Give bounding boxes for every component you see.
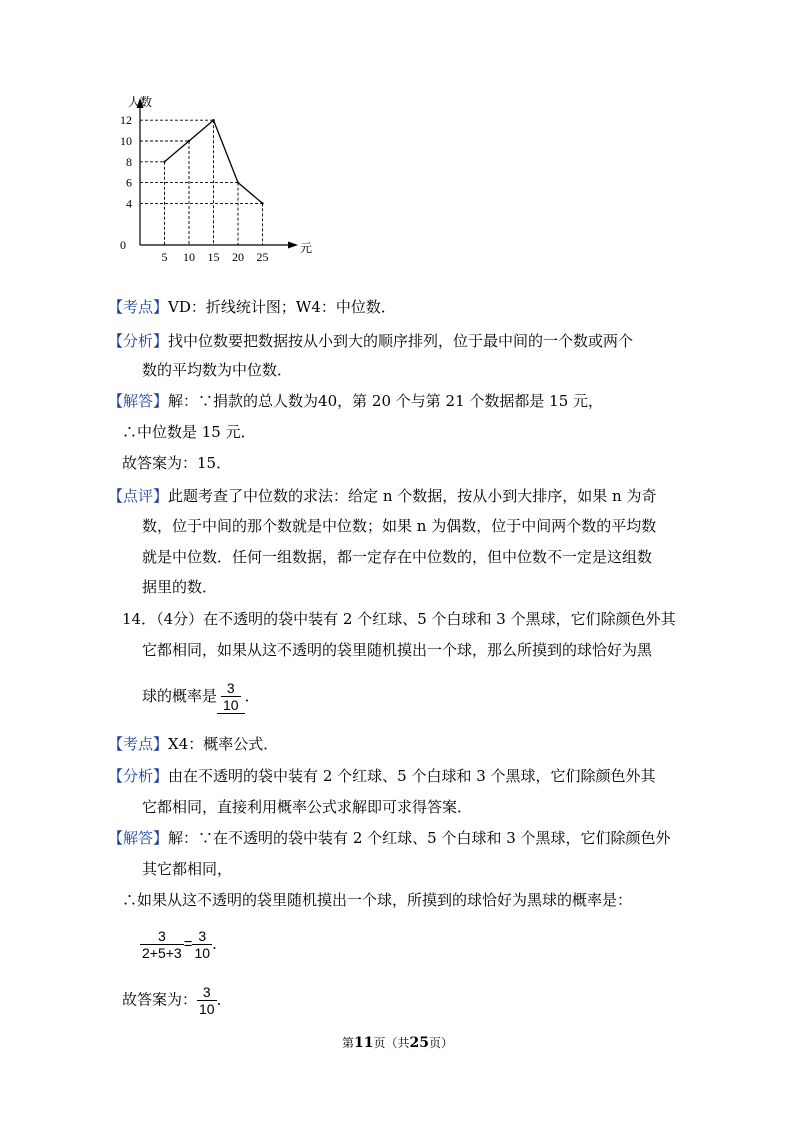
- calc-fraction-1: $\frac{3}{2+5+3}$: [142, 928, 182, 961]
- y-tick-label: 10: [120, 134, 132, 148]
- q13-jieda-line2: ∴中位数是 15 元．: [122, 423, 256, 441]
- q13-jieda-line1: 【解答】解：∵捐款的总人数为40，第 20 个与第 21 个数据都是 15 元，: [108, 392, 604, 410]
- x-tick-label: 10: [183, 250, 195, 264]
- q14-stem-line1: 14．（4分）在不透明的袋中装有 2 个红球、5 个白球和 3 个黑球，它们除颜色外其: [122, 610, 676, 628]
- calc-fraction-2: $\frac{3}{10}$: [194, 928, 211, 961]
- y-tick-label: 6: [126, 175, 132, 190]
- x-tick-label: 25: [256, 250, 269, 264]
- data-point: [261, 202, 263, 204]
- x-tick-label: 20: [232, 250, 244, 264]
- kaodian-tag: 【考点】: [108, 735, 169, 753]
- y-tick-label: 12: [120, 113, 132, 128]
- x-tick-label: 15: [207, 250, 220, 264]
- q14-stem-line3: 球的概率是 $\frac{3}{10}$ ．: [142, 680, 260, 713]
- q13-dianping-line4: 据里的数．: [142, 578, 218, 596]
- q14-calculation: $\frac{3}{2+5+3}$ = $\frac{3}{10}$ ．: [142, 928, 228, 961]
- line-chart: [110, 88, 330, 278]
- jieda-tag: 【解答】: [108, 829, 169, 847]
- y-axis-label: 人数: [128, 95, 153, 109]
- fenxi-tag: 【分析】: [108, 767, 169, 785]
- answer-fraction-final: $\frac{3}{10}$: [199, 984, 215, 1017]
- q13-fenxi-line2: 数的平均数为中位数．: [142, 361, 293, 379]
- q14-kaodian: 【考点】X4：概率公式．: [108, 735, 279, 753]
- q14-stem-line2: 它都相同，如果从这不透明的袋里随机摸出一个球，那么所摸到的球恰好为黑: [142, 641, 653, 659]
- q13-dianping-line3: 就是中位数．任何一组数据，都一定存在中位数的，但中位数不一定是这组数: [142, 548, 653, 566]
- dianping-tag: 【点评】: [108, 487, 169, 505]
- y-tick-label: 8: [126, 154, 132, 169]
- fenxi-tag: 【分析】: [108, 332, 169, 350]
- answer-fraction: $\frac{3}{10}$: [223, 680, 239, 713]
- x-axis-label: 元: [300, 241, 313, 255]
- data-point: [188, 140, 190, 142]
- q14-fenxi-line2: 它都相同，直接利用概率公式求解即可求得答案．: [142, 798, 473, 816]
- q13-dianping-line2: 数，位于中间的那个数就是中位数；如果 n 为偶数，位于中间两个数的平均数: [142, 517, 657, 535]
- q13-fenxi-line1: 【分析】找中位数要把数据按从小到大的顺序排列，位于最中间的一个数或两个: [108, 332, 634, 350]
- q13-answer: 故答案为：15．: [122, 454, 232, 472]
- data-point: [212, 119, 214, 121]
- origin-label: 0: [120, 238, 126, 252]
- line-chart-svg: [110, 88, 330, 278]
- q14-jieda-line3: ∴如果从这不透明的袋里随机摸出一个球，所摸到的球恰好为黑球的概率是：: [122, 891, 633, 909]
- data-point: [163, 161, 165, 163]
- q13-kaodian: 【考点】VD：折线统计图；W4：中位数．: [108, 298, 396, 316]
- q14-jieda-line1: 【解答】解：∵在不透明的袋中装有 2 个红球、5 个白球和 3 个黑球，它们除颜色外: [108, 829, 671, 847]
- q14-answer: 故答案为： $\frac{3}{10}$ ．: [122, 984, 232, 1017]
- kaodian-tag: 【考点】: [108, 298, 169, 316]
- x-axis-arrow: [288, 242, 298, 249]
- q14-jieda-line2: 其它都相同，: [142, 860, 233, 878]
- answer-blank: [217, 680, 245, 714]
- q13-dianping-line1: 【点评】此题考查了中位数的求法：给定 n 个数据，按从小到大排序，如果 n 为奇: [108, 487, 657, 505]
- jieda-tag: 【解答】: [108, 392, 169, 410]
- q14-fenxi-line1: 【分析】由在不透明的袋中装有 2 个红球、5 个白球和 3 个黑球，它们除颜色外其: [108, 767, 656, 785]
- x-tick-label: 5: [161, 250, 168, 264]
- page-footer: 第11页（共25页）: [342, 1035, 454, 1051]
- data-point: [237, 181, 239, 183]
- y-tick-label: 4: [126, 196, 132, 211]
